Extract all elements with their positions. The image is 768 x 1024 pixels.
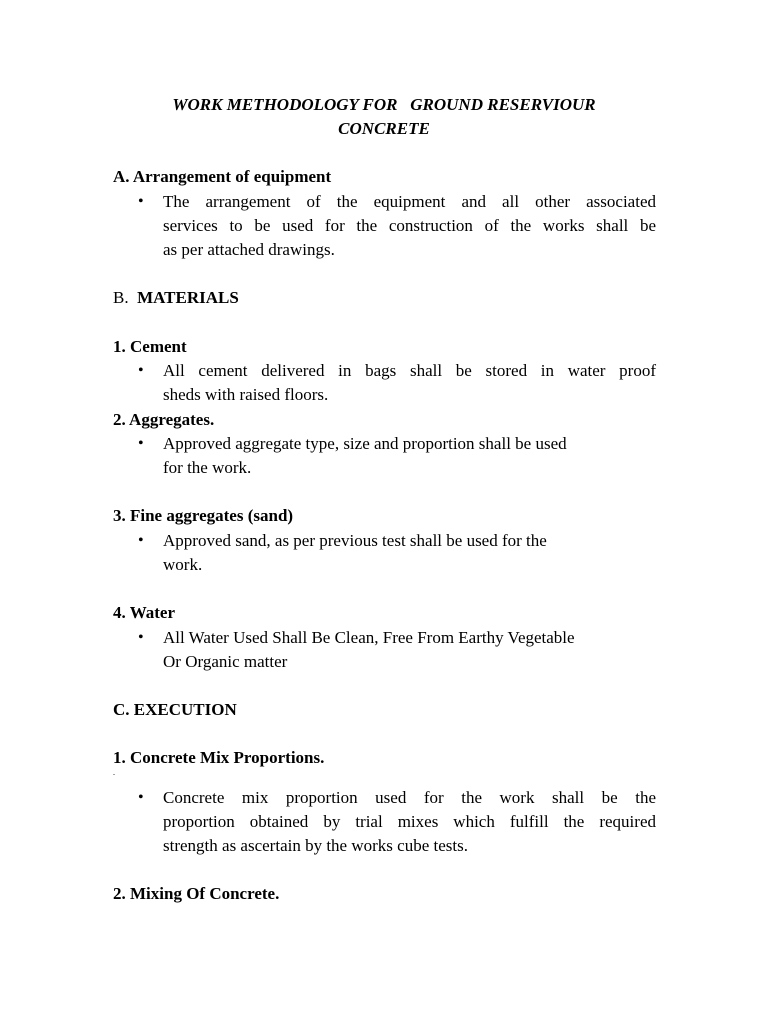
bullet-line: Approved sand, as per previous test shall be used for the — [163, 531, 547, 550]
bullet-line: work. — [163, 555, 203, 574]
mix-proportions-heading: 1. Concrete Mix Proportions. — [113, 748, 325, 767]
section-a-heading: A. Arrangement of equipment — [113, 167, 332, 186]
bullet-icon: • — [138, 629, 144, 646]
bullet-line: services to be used for the construction of the works shall be — [163, 216, 656, 235]
bullet-text — [163, 432, 656, 480]
stray-mark: . — [113, 768, 115, 777]
bullet-line: All cement delivered in bags shall be stored in water proof — [163, 361, 656, 380]
bullet-line: sheds with raised floors. — [163, 385, 329, 404]
bullet-text — [163, 626, 656, 674]
bullet-line: proportion obtained by trial mixes which fulfill the required — [163, 812, 656, 831]
section-c-heading: C. EXECUTION — [113, 700, 237, 719]
aggregates-heading: 2. Aggregates. — [113, 410, 215, 429]
bullet-icon: • — [138, 435, 144, 452]
title-line-2: CONCRETE — [338, 119, 430, 138]
section-b-title: MATERIALS — [137, 288, 239, 307]
bullet-text — [163, 190, 656, 262]
bullet-icon: • — [138, 193, 144, 210]
bullet-icon: • — [138, 532, 144, 549]
bullet-line: Approved aggregate type, size and proportion shall be used — [163, 434, 567, 453]
bullet-line: Or Organic matter — [163, 652, 288, 671]
mixing-heading: 2. Mixing Of Concrete. — [113, 884, 280, 903]
water-heading: 4. Water — [113, 603, 176, 622]
fine-aggregates-heading: 3. Fine aggregates (sand) — [113, 506, 294, 525]
bullet-text — [163, 359, 656, 407]
cement-heading: 1. Cement — [113, 337, 187, 356]
bullet-line: as per attached drawings. — [163, 240, 335, 259]
bullet-icon: • — [138, 362, 144, 379]
bullet-line: Concrete mix proportion used for the work shall be the — [163, 788, 656, 807]
bullet-line: for the work. — [163, 458, 252, 477]
section-b-letter: B. — [113, 288, 129, 307]
bullet-text — [163, 786, 656, 858]
bullet-line: strength as ascertain by the works cube tests. — [163, 836, 468, 855]
document-title — [100, 93, 668, 141]
bullet-text — [163, 529, 656, 577]
title-line-1: WORK METHODOLOGY FOR GROUND RESERVIOUR — [172, 95, 596, 114]
bullet-icon: • — [138, 789, 144, 806]
bullet-line: The arrangement of the equipment and all other associated — [163, 192, 656, 211]
section-b-heading — [113, 286, 239, 310]
bullet-line: All Water Used Shall Be Clean, Free From Earthy Vegetable — [163, 628, 575, 647]
